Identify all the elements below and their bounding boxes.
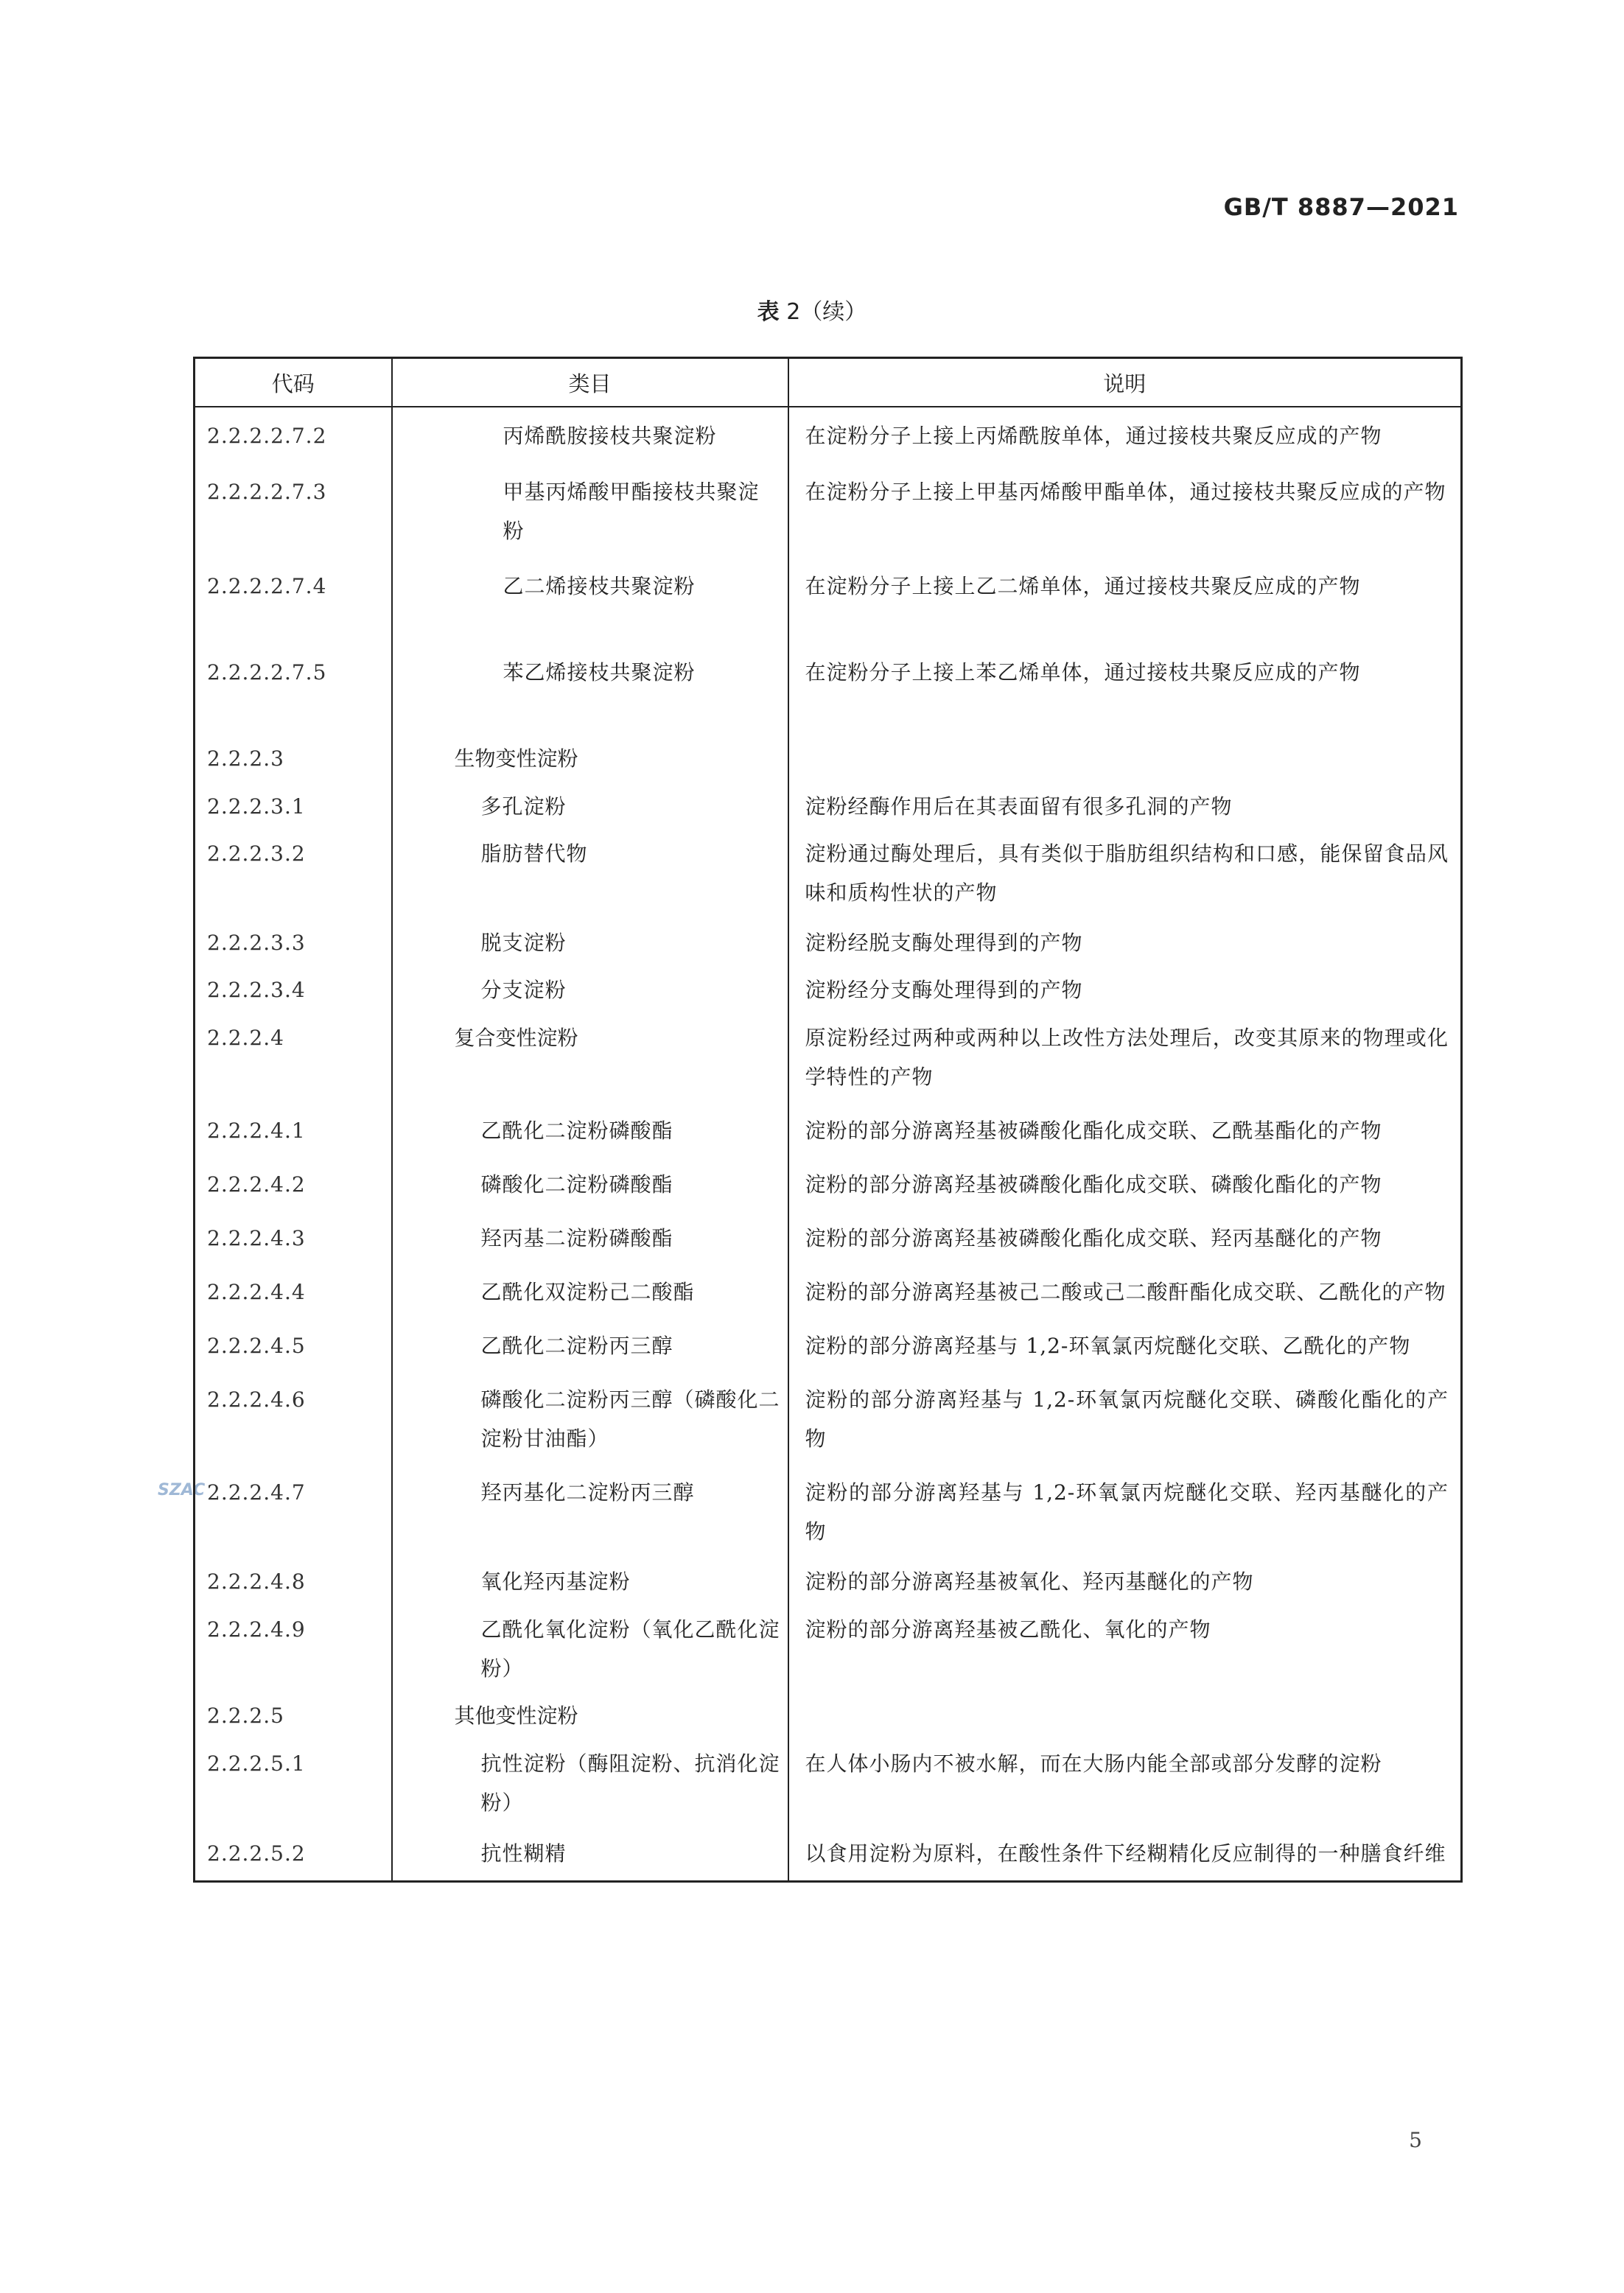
table-body <box>195 407 1462 1882</box>
table-row <box>195 967 1462 1014</box>
cell-category: 抗性淀粉（酶阻淀粉、抗消化淀粉） <box>392 1740 788 1830</box>
cell-category: 脱支淀粉 <box>392 920 788 967</box>
cell-category: 脂肪替代物 <box>392 830 788 920</box>
cell-category: 其他变性淀粉 <box>392 1692 788 1740</box>
cell-description: 淀粉通过酶处理后，具有类似于脂肪组织结构和口感，能保留食品风味和质构性状的产物 <box>788 830 1462 920</box>
table-row <box>195 920 1462 967</box>
cell-description <box>788 730 1462 783</box>
cell-code: 2.2.2.4.2 <box>207 1172 306 1197</box>
caption-number: 2 <box>786 299 801 325</box>
table-row <box>195 1158 1462 1211</box>
table-row <box>195 1319 1462 1373</box>
caption-label: 表 <box>757 299 780 325</box>
cell-description: 在人体小肠内不被水解，而在大肠内能全部或部分发酵的淀粉 <box>788 1740 1462 1830</box>
page-number: 5 <box>1409 2128 1422 2152</box>
cell-description: 在淀粉分子上接上乙二烯单体，通过接枝共聚反应成的产物 <box>788 558 1462 644</box>
cell-description: 淀粉的部分游离羟基与 1,2-环氧氯丙烷醚化交联、羟丙基醚化的产物 <box>788 1466 1462 1558</box>
watermark-stamp: SZAC <box>158 1481 206 1499</box>
cell-code: 2.2.2.4.4 <box>207 1280 306 1304</box>
cell-category: 苯乙烯接枝共聚淀粉 <box>392 644 788 730</box>
cell-code: 2.2.2.4.3 <box>207 1226 306 1250</box>
cell-category: 乙酰化氧化淀粉（氧化乙酰化淀粉） <box>392 1606 788 1692</box>
cell-code: 2.2.2.5.2 <box>207 1841 306 1866</box>
table-row <box>195 558 1462 644</box>
table-row <box>195 1692 1462 1740</box>
cell-description: 淀粉的部分游离羟基被己二酸或己二酸酐酯化成交联、乙酰化的产物 <box>788 1265 1462 1319</box>
cell-description: 在淀粉分子上接上甲基丙烯酸甲酯单体，通过接枝共聚反应成的产物 <box>788 463 1462 558</box>
cell-category: 复合变性淀粉 <box>392 1014 788 1104</box>
cell-category: 乙酰化二淀粉丙三醇 <box>392 1319 788 1373</box>
cell-description: 以食用淀粉为原料，在酸性条件下经糊精化反应制得的一种膳食纤维 <box>788 1830 1462 1882</box>
cell-description: 淀粉的部分游离羟基被氧化、羟丙基醚化的产物 <box>788 1558 1462 1606</box>
cell-code: 2.2.2.2.7.2 <box>207 424 327 448</box>
cell-category: 多孔淀粉 <box>392 783 788 830</box>
cell-category: 氧化羟丙基淀粉 <box>392 1558 788 1606</box>
classification-table <box>193 357 1463 1883</box>
cell-code: 2.2.2.3.3 <box>207 931 306 955</box>
column-header-description: 说明 <box>788 358 1462 407</box>
cell-code: 2.2.2.5.1 <box>207 1751 306 1776</box>
cell-category: 甲基丙烯酸甲酯接枝共聚淀粉 <box>392 463 788 558</box>
cell-category: 抗性糊精 <box>392 1830 788 1882</box>
cell-code: 2.2.2.3.1 <box>207 794 306 819</box>
table-row <box>195 1606 1462 1692</box>
cell-category: 分支淀粉 <box>392 967 788 1014</box>
cell-description: 淀粉经脱支酶处理得到的产物 <box>788 920 1462 967</box>
cell-description: 淀粉经酶作用后在其表面留有很多孔洞的产物 <box>788 783 1462 830</box>
table-row <box>195 1104 1462 1158</box>
cell-code: 2.2.2.5 <box>207 1704 284 1728</box>
cell-code: 2.2.2.4.5 <box>207 1334 306 1358</box>
table-row <box>195 644 1462 730</box>
cell-code: 2.2.2.3.2 <box>207 841 306 866</box>
cell-code: 2.2.2.4 <box>207 1026 284 1050</box>
cell-category: 乙二烯接枝共聚淀粉 <box>392 558 788 644</box>
cell-description: 淀粉的部分游离羟基与 1,2-环氧氯丙烷醚化交联、磷酸化酯化的产物 <box>788 1373 1462 1466</box>
table-row <box>195 830 1462 920</box>
cell-description: 在淀粉分子上接上苯乙烯单体，通过接枝共聚反应成的产物 <box>788 644 1462 730</box>
table-row <box>195 1211 1462 1265</box>
table-row <box>195 1373 1462 1466</box>
table-row <box>195 1740 1462 1830</box>
cell-description: 原淀粉经过两种或两种以上改性方法处理后，改变其原来的物理或化学特性的产物 <box>788 1014 1462 1104</box>
cell-category: 乙酰化双淀粉己二酸酯 <box>392 1265 788 1319</box>
table-row <box>195 1466 1462 1558</box>
cell-category: 丙烯酰胺接枝共聚淀粉 <box>392 407 788 463</box>
standard-id: GB/T 8887—2021 <box>1223 193 1459 221</box>
caption-note: （续） <box>800 299 867 325</box>
cell-code: 2.2.2.3.4 <box>207 978 306 1002</box>
table-row <box>195 1558 1462 1606</box>
cell-category: 磷酸化二淀粉丙三醇（磷酸化二淀粉甘油酯） <box>392 1373 788 1466</box>
cell-description: 淀粉经分支酶处理得到的产物 <box>788 967 1462 1014</box>
cell-code: 2.2.2.4.9 <box>207 1617 306 1642</box>
cell-description: 淀粉的部分游离羟基被磷酸化酯化成交联、磷酸化酯化的产物 <box>788 1158 1462 1211</box>
cell-description: 淀粉的部分游离羟基被磷酸化酯化成交联、羟丙基醚化的产物 <box>788 1211 1462 1265</box>
cell-code: 2.2.2.4.7 <box>207 1480 306 1505</box>
cell-category: 磷酸化二淀粉磷酸酯 <box>392 1158 788 1211</box>
cell-code: 2.2.2.2.7.5 <box>207 660 327 685</box>
cell-description <box>788 1692 1462 1740</box>
table-row <box>195 783 1462 830</box>
table-caption <box>0 293 1624 326</box>
cell-description: 淀粉的部分游离羟基被磷酸化酯化成交联、乙酰基酯化的产物 <box>788 1104 1462 1158</box>
table-row <box>195 407 1462 463</box>
cell-description: 淀粉的部分游离羟基与 1,2-环氧氯丙烷醚化交联、乙酰化的产物 <box>788 1319 1462 1373</box>
cell-description: 淀粉的部分游离羟基被乙酰化、氧化的产物 <box>788 1606 1462 1692</box>
cell-category: 乙酰化二淀粉磷酸酯 <box>392 1104 788 1158</box>
column-header-code: 代码 <box>195 358 392 407</box>
cell-category: 羟丙基化二淀粉丙三醇 <box>392 1466 788 1558</box>
table-row <box>195 463 1462 558</box>
column-header-category: 类目 <box>392 358 788 407</box>
cell-code: 2.2.2.4.8 <box>207 1569 306 1594</box>
cell-category: 生物变性淀粉 <box>392 730 788 783</box>
cell-code: 2.2.2.3 <box>207 746 284 771</box>
cell-category: 羟丙基二淀粉磷酸酯 <box>392 1211 788 1265</box>
cell-code: 2.2.2.4.1 <box>207 1119 306 1143</box>
table-header-row <box>195 358 1462 407</box>
table-row <box>195 730 1462 783</box>
table-row <box>195 1014 1462 1104</box>
table-row <box>195 1830 1462 1882</box>
cell-code: 2.2.2.2.7.4 <box>207 574 327 598</box>
table-row <box>195 1265 1462 1319</box>
cell-code: 2.2.2.4.6 <box>207 1387 306 1412</box>
cell-code: 2.2.2.2.7.3 <box>207 480 327 504</box>
cell-description: 在淀粉分子上接上丙烯酰胺单体，通过接枝共聚反应成的产物 <box>788 407 1462 463</box>
